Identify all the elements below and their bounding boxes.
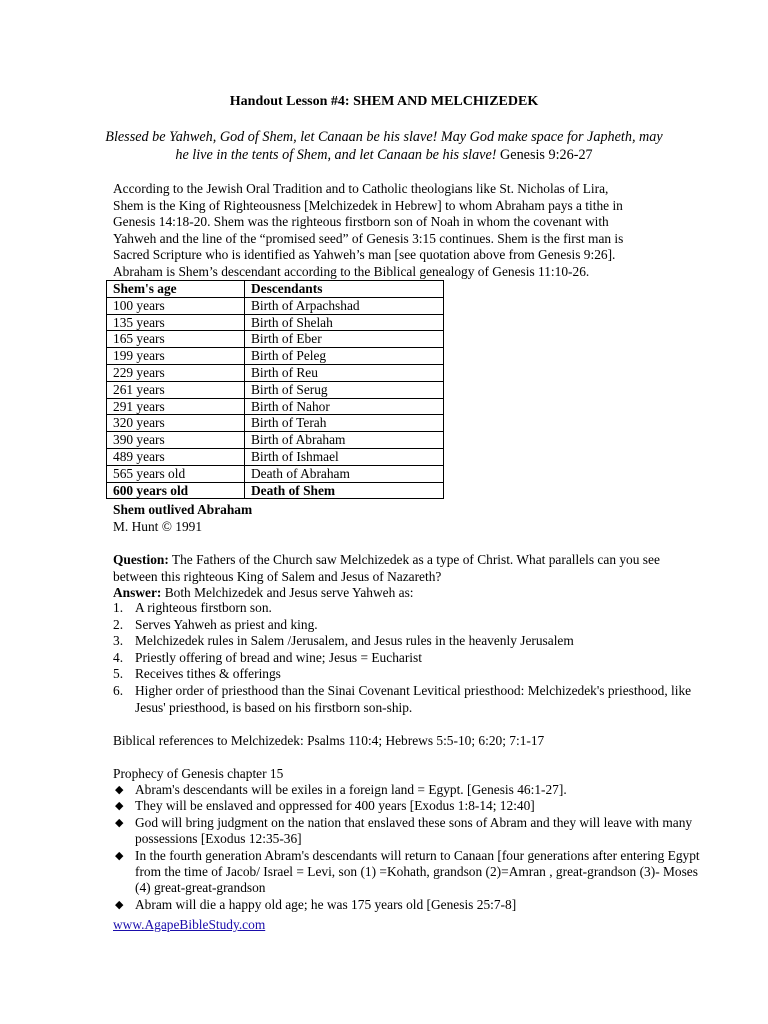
table-cell-age: 489 years [107, 448, 245, 465]
list-item [113, 600, 703, 617]
table-row [107, 398, 444, 415]
table-row [107, 364, 444, 381]
list-text: Melchizedek rules in Salem /Jerusalem, and Jesus rules in the heavenly Jerusalem [135, 633, 574, 649]
table-cell-event: Birth of Arpachshad [245, 297, 444, 314]
table-row [107, 331, 444, 348]
list-item [113, 617, 703, 634]
page-title: Handout Lesson #4: SHEM AND MELCHIZEDEK [229, 94, 539, 109]
table-row [107, 415, 444, 432]
list-number: 4. [113, 649, 124, 665]
table-cell-event: Birth of Serug [245, 381, 444, 398]
table-cell-age: 135 years [107, 314, 245, 331]
table-row [107, 381, 444, 398]
table-cell-age: 165 years [107, 331, 245, 348]
question-answer [113, 552, 693, 602]
list-item [113, 897, 703, 913]
list-text: Priestly offering of bread and wine; Jesus = Eucharist [135, 649, 422, 665]
diamond-bullet-icon: ◆ [115, 800, 124, 813]
table-cell-age: 100 years [107, 297, 245, 314]
table-header-descendants: Descendants [245, 281, 444, 298]
list-text: Serves Yahweh as priest and king. [135, 616, 318, 632]
list-text: God will bring judgment on the nation that enslaved these sons of Abram and they will leave with many possessions [Exodus 12:35-36] [135, 814, 693, 847]
table-cell-age: 600 years old [107, 482, 245, 499]
table-cell-age: 229 years [107, 364, 245, 381]
diamond-bullet-icon: ◆ [115, 816, 124, 829]
question-label: Question: [113, 552, 169, 567]
list-text: Abram will die a happy old age; he was 175 years old [Genesis 25:7-8] [135, 896, 517, 912]
table-cell-event: Birth of Peleg [245, 348, 444, 365]
list-text: A righteous firstborn son. [135, 600, 272, 615]
intro-line: Genesis 14:18-20. Shem was the righteous firstborn son of Noah in whom the covenant with [113, 214, 609, 230]
table-row [107, 465, 444, 482]
table-header-age: Shem's age [107, 281, 245, 298]
table-row [107, 297, 444, 314]
table-row [107, 314, 444, 331]
quote-reference: Genesis 9:26-27 [500, 147, 593, 163]
table-note: Shem outlived Abraham [113, 502, 253, 517]
table-footer [113, 502, 252, 535]
question-line-2: between this righteous King of Salem and Jesus of Nazareth? [113, 568, 442, 584]
intro-line: Sacred Scripture who is identified as Yahweh’s man [see quotation above from Genesis 9:26]. [113, 247, 616, 263]
table-cell-age: 199 years [107, 348, 245, 365]
list-text: Receives tithes & offerings [135, 666, 281, 682]
intro-line: According to the Jewish Oral Tradition and to Catholic theologians like St. Nicholas of Lira, [113, 181, 609, 196]
list-number: 5. [113, 666, 124, 682]
table-cell-event: Birth of Abraham [245, 432, 444, 449]
prophecy-heading: Prophecy of Genesis chapter 15 [113, 766, 284, 781]
website-link[interactable]: www.AgapeBibleStudy.com [113, 917, 266, 932]
table-cell-event: Birth of Shelah [245, 314, 444, 331]
table-cell-event: Birth of Ishmael [245, 448, 444, 465]
descendants-table [106, 280, 444, 499]
table-row [107, 348, 444, 365]
scripture-quote [100, 128, 668, 164]
list-number: 1. [113, 600, 124, 615]
intro-line: Abraham is Shem’s descendant according to the Biblical genealogy of Genesis 11:10-26. [113, 263, 590, 279]
parallels-list [113, 600, 703, 716]
list-number: 6. [113, 682, 124, 698]
table-header-row [107, 281, 444, 298]
table-row [107, 448, 444, 465]
table-cell-event: Birth of Nahor [245, 398, 444, 415]
table-cell-event: Death of Abraham [245, 465, 444, 482]
list-text: Abram's descendants will be exiles in a foreign land = Egypt. [Genesis 46:1-27]. [135, 782, 567, 797]
list-item [113, 666, 703, 683]
answer-label: Answer: [113, 585, 162, 601]
diamond-bullet-icon: ◆ [115, 898, 124, 911]
diamond-bullet-icon: ◆ [115, 849, 124, 862]
list-text: They will be enslaved and oppressed for 400 years [Exodus 1:8-14; 12:40] [135, 798, 535, 814]
table-cell-age: 291 years [107, 398, 245, 415]
list-item [113, 798, 703, 814]
table-cell-age: 261 years [107, 381, 245, 398]
list-item [113, 782, 703, 798]
list-item [113, 815, 703, 848]
question-text: The Fathers of the Church saw Melchizedek as a type of Christ. What parallels can you see [168, 552, 660, 567]
list-item [113, 848, 703, 897]
question-line [113, 552, 693, 569]
biblical-references: Biblical references to Melchizedek: Psalms 110:4; Hebrews 5:5-10; 6:20; 7:1-17 [113, 733, 545, 748]
prophecy-list [113, 782, 703, 913]
list-text: Higher order of priesthood than the Sinai Covenant Levitical priesthood: Melchizedek's priesthood, like Jesus' priesthood, is based on his firstborn son-ship. [135, 682, 692, 715]
table-cell-age: 565 years old [107, 465, 245, 482]
table-cell-event: Birth of Terah [245, 415, 444, 432]
credit-line: M. Hunt © 1991 [113, 518, 203, 534]
diamond-bullet-icon: ◆ [115, 784, 124, 796]
list-number: 3. [113, 633, 124, 649]
list-item [113, 633, 703, 650]
intro-paragraph [113, 181, 673, 281]
table-cell-age: 320 years [107, 415, 245, 432]
table-cell-age: 390 years [107, 432, 245, 449]
list-text: In the fourth generation Abram's descendants will return to Canaan [four generations after entering Egypt from the time of Jacob/ Israel = Levi, son (1) =Kohath, grandson (2)=Amran , great-grandson (3)- Moses (4) great-great-grandson [135, 847, 700, 896]
table-row [107, 432, 444, 449]
intro-line: Shem is the King of Righteousness [Melchizedek in Hebrew] to whom Abraham pays a tithe in [113, 197, 623, 213]
table-cell-event: Birth of Reu [245, 364, 444, 381]
table-row-final [107, 482, 444, 499]
table-cell-event: Birth of Eber [245, 331, 444, 348]
list-number: 2. [113, 616, 124, 632]
list-item [113, 683, 703, 716]
answer-text: Both Melchizedek and Jesus serve Yahweh as: [161, 585, 414, 601]
intro-line: Yahweh and the line of the “promised seed” of Genesis 3:15 continues. Shem is the first man is [113, 230, 624, 246]
quote-text: Blessed be Yahweh, God of Shem, let Canaan be his slave! May God make space for Japheth, may he live in the tents of Shem, and let Canaan be his slave! [105, 129, 663, 163]
table-cell-event: Death of Shem [245, 482, 444, 499]
list-item [113, 650, 703, 667]
